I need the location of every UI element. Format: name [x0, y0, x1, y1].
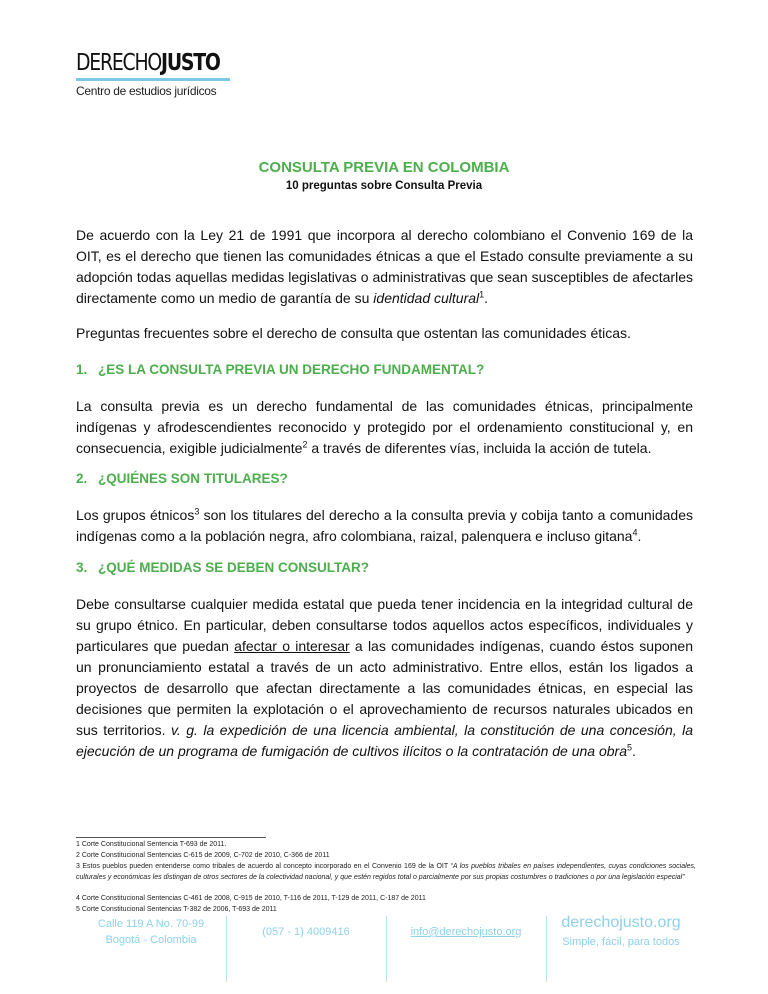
- logo-word-bold: JUSTO: [161, 50, 220, 76]
- document-title: CONSULTA PREVIA EN COLOMBIA: [258, 159, 510, 176]
- footer-email-link[interactable]: info@derechojusto.org: [410, 926, 522, 938]
- footer-address: Calle 119 A No. 70-99 Bogotá - Colombia: [97, 918, 205, 946]
- logo-word: DERECHO: [76, 50, 162, 76]
- section-paragraph-2: Los grupos étnicos$^3$ son los titulares del derecho a la consulta previa y cobija tanto a comunidades indígenas como a la población negra, afro colombiana, raizal, palenquera e incluso gitana$^4$.: [76, 506, 693, 544]
- footnote-3: 3 Estos pueblos pueden entenderse como tribales de acuerdo al concepto incorporado en el Convenio 169 de la OIT “A los pueblos tribales en países independientes, cuyas condiciones sociales, culturales y económicas les distingan de otros sectores de la colectividad nacional, y que estén regidos total o parcialmente por sus propias costumbres o tradiciones o por una legislación especial”: [76, 863, 696, 881]
- section-paragraph-3: Debe consultarse cualquier medida estatal que pueda tener incidencia en la integridad cultural de su grupo étnico. En particular, deben consultarse todos aquellos actos específicos, individuales y particulares que puedan afectar o interesar a las comunidades indígenas, cuando éstos suponen un pronunciamiento estatal a través de un acto administrativo. Entre ellos, están los ligados a proyectos de desarrollo que afectan directamente a las comunidades étnicas, en especial las decisiones que permiten la explotación o el aprovechamiento de recursos naturales ubicados en sus territorios. v. g. la expedición de una licencia ambiental, la constitución de una concesión, la ejecución de un programa de fumigación de cultivos ilícitos o la contratación de una obra$^5$.: [76, 596, 694, 759]
- logo: [76, 50, 236, 98]
- footnote-1: 1 Corte Constitucional Sentencia T-693 de 2011.: [76, 841, 227, 848]
- logo-tagline: Centro de estudios jurídicos: [76, 84, 217, 98]
- footnote-5: 5 Corte Constitucional Sentencias T-382 de 2006, T-693 de 2011: [76, 906, 277, 913]
- page-footer: [76, 916, 696, 982]
- footnote-2: 2 Corte Constitucional Sentencias C-615 de 2009, C-702 de 2010, C-366 de 2011: [76, 852, 330, 859]
- section-heading-2: 2. ¿QUIÉNES SON TITULARES?: [76, 471, 288, 486]
- section-heading-3: 3. ¿QUÉ MEDIDAS SE DEBEN CONSULTAR?: [76, 560, 370, 575]
- section-heading-1: 1. ¿ES LA CONSULTA PREVIA UN DERECHO FUNDAMENTAL?: [76, 362, 485, 377]
- section-paragraph-1: La consulta previa es un derecho fundamental de las comunidades étnicas, principalmente indígenas y afrodescendientes reconocido y protegido por el ordenamiento constitucional y, en consecuencia, exigible judicialmente$^2$ a través de diferentes vías, incluida la acción de tutela.: [76, 398, 693, 456]
- footnote-4: 4 Corte Constitucional Sentencias C-461 de 2008, C-915 de 2010, T-116 de 2011, T-129 de 2011, C-187 de 2011: [76, 895, 426, 902]
- footer-phone: (057 - 1) 4009416: [262, 926, 350, 938]
- document-subtitle: 10 preguntas sobre Consulta Previa: [285, 180, 483, 192]
- footnote-divider: [76, 837, 266, 838]
- footer-site: derechojusto.org Simple, fácil, para todos: [561, 914, 681, 948]
- intro-paragraph: De acuerdo con la Ley 21 de 1991 que incorpora al derecho colombiano el Convenio 169 de la OIT, es el derecho que tienen las comunidades étnicas a que el Estado consulte previamente a su adopción todas aquellas medidas legislativas o administrativas que sean susceptibles de afectarles directamente como un medio de garantía de su identidad cultural$^1$.: [76, 227, 693, 306]
- logo-bar: [76, 78, 230, 81]
- lead-paragraph: Preguntas frecuentes sobre el derecho de consulta que ostentan las comunidades éticas.: [76, 325, 631, 341]
